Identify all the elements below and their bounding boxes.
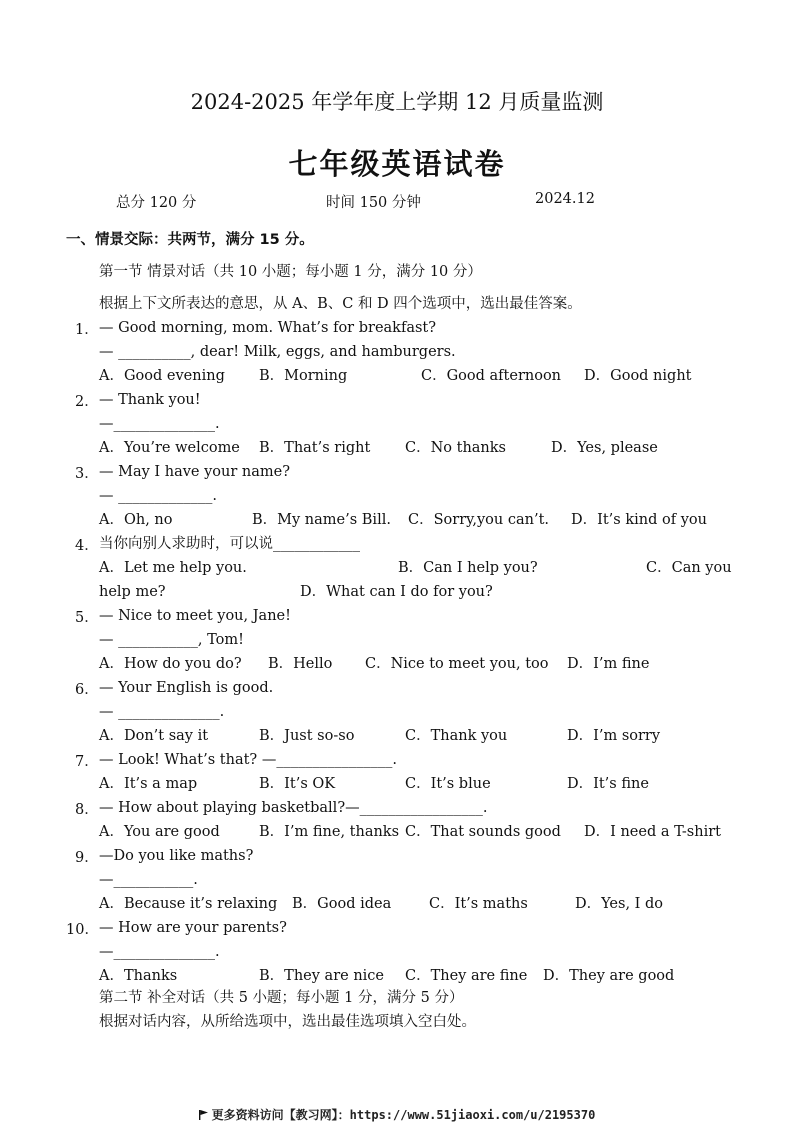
question-number: 9． bbox=[75, 850, 99, 866]
option-c-continued: help me? bbox=[99, 584, 166, 600]
option-c: C．Good afternoon bbox=[421, 368, 562, 384]
part1-title: 第一节 情景对话（共 10 小题；每小题 1 分，满分 10 分） bbox=[99, 264, 482, 280]
option-a: A．Oh, no bbox=[99, 512, 173, 528]
section-heading: 一、情景交际：共两节，满分 15 分。 bbox=[66, 232, 314, 248]
exam-date: 2024.12 bbox=[535, 191, 595, 207]
option-a: A．It’s a map bbox=[99, 776, 198, 792]
option-d: D．It’s fine bbox=[567, 776, 649, 792]
question-line: — How about playing basketball?—_________________. bbox=[99, 800, 488, 816]
option-a: A．Because it’s relaxing bbox=[99, 896, 278, 912]
option-c: C．Thank you bbox=[405, 728, 508, 744]
option-b: B．Can I help you? bbox=[398, 560, 538, 576]
option-b: B．That’s right bbox=[259, 440, 371, 456]
option-b: B．Morning bbox=[259, 368, 348, 384]
question-number: 8． bbox=[75, 802, 99, 818]
option-d: D．They are good bbox=[543, 968, 675, 984]
question-line: — Good morning, mom. What’s for breakfast? bbox=[99, 320, 437, 336]
exam-time: 时间 150 分钟 bbox=[326, 195, 421, 211]
option-c: C．It’s maths bbox=[429, 896, 528, 912]
part2-title: 第二节 补全对话（共 5 小题；每小题 1 分，满分 5 分） bbox=[99, 990, 464, 1006]
question-line: — ___________, Tom! bbox=[99, 632, 244, 648]
question-number: 7． bbox=[75, 754, 99, 770]
option-d: D．What can I do for you? bbox=[300, 584, 493, 600]
option-a: A．Good evening bbox=[99, 368, 225, 384]
option-c: C．No thanks bbox=[405, 440, 506, 456]
footer-text[interactable]: 更多资料访问【教习网】：https://www.51jiaoxi.com/u/2195370 bbox=[211, 1108, 596, 1122]
question-line: —______________. bbox=[99, 944, 220, 960]
option-b: B．They are nice bbox=[259, 968, 384, 984]
option-c: C．Sorry,you can’t. bbox=[408, 512, 550, 528]
question-line: — May I have your name? bbox=[99, 464, 290, 480]
question-line: —___________. bbox=[99, 872, 198, 888]
option-a: A．How do you do? bbox=[99, 656, 242, 672]
question-number: 3． bbox=[75, 466, 99, 482]
part2-instructions: 根据对话内容，从所给选项中，选出最佳选项填入空白处。 bbox=[99, 1014, 476, 1030]
option-c: C．They are fine bbox=[405, 968, 528, 984]
option-b: B．Good idea bbox=[292, 896, 392, 912]
question-line: — Look! What’s that? —________________. bbox=[99, 752, 397, 768]
option-d: D．Yes, please bbox=[551, 440, 658, 456]
total-score: 总分 120 分 bbox=[116, 195, 197, 211]
option-a: A．You’re welcome bbox=[99, 440, 240, 456]
question-line: 当你向别人求助时，可以说____________ bbox=[99, 536, 360, 552]
option-a: A．Let me help you. bbox=[99, 560, 247, 576]
question-number: 4． bbox=[75, 538, 99, 554]
question-line: — Nice to meet you, Jane! bbox=[99, 608, 291, 624]
question-line: — _____________. bbox=[99, 488, 217, 504]
option-a: A．Thanks bbox=[99, 968, 178, 984]
option-c: C．It’s blue bbox=[405, 776, 491, 792]
question-number: 5． bbox=[75, 610, 99, 626]
option-c: C．Can you bbox=[646, 560, 732, 576]
option-c: C．That sounds good bbox=[405, 824, 561, 840]
question-number: 1． bbox=[75, 322, 99, 338]
question-line: — Thank you! bbox=[99, 392, 201, 408]
question-number: 2． bbox=[75, 394, 99, 410]
part1-instructions: 根据上下文所表达的意思，从 A、B、C 和 D 四个选项中，选出最佳答案。 bbox=[99, 296, 582, 312]
question-line: —Do you like maths? bbox=[99, 848, 254, 864]
option-a: A．Don’t say it bbox=[99, 728, 209, 744]
option-a: A．You are good bbox=[99, 824, 220, 840]
exam-title: 2024-2025 年学年度上学期 12 月质量监测 bbox=[190, 90, 604, 114]
option-d: D．I’m sorry bbox=[567, 728, 661, 744]
option-d: D．Good night bbox=[584, 368, 692, 384]
option-d: D．It’s kind of you bbox=[571, 512, 707, 528]
option-b: B．I’m fine, thanks bbox=[259, 824, 400, 840]
question-number: 10． bbox=[66, 922, 99, 938]
option-b: B．Hello bbox=[268, 656, 333, 672]
option-b: B．My name’s Bill. bbox=[252, 512, 391, 528]
question-number: 6． bbox=[75, 682, 99, 698]
option-c: C．Nice to meet you, too bbox=[365, 656, 549, 672]
question-line: — __________, dear! Milk, eggs, and hamburgers. bbox=[99, 344, 456, 360]
question-line: — How are your parents? bbox=[99, 920, 287, 936]
exam-subtitle: 七年级英语试卷 bbox=[288, 147, 506, 181]
question-line: —______________. bbox=[99, 416, 220, 432]
question-line: — Your English is good. bbox=[99, 680, 274, 696]
option-b: B．Just so-so bbox=[259, 728, 355, 744]
option-d: D．I’m fine bbox=[567, 656, 650, 672]
footer-link[interactable] bbox=[0, 1106, 794, 1123]
flag-icon bbox=[199, 1110, 208, 1120]
option-d: D．Yes, I do bbox=[575, 896, 664, 912]
option-d: D．I need a T-shirt bbox=[584, 824, 721, 840]
question-line: — ______________. bbox=[99, 704, 225, 720]
option-b: B．It’s OK bbox=[259, 776, 336, 792]
